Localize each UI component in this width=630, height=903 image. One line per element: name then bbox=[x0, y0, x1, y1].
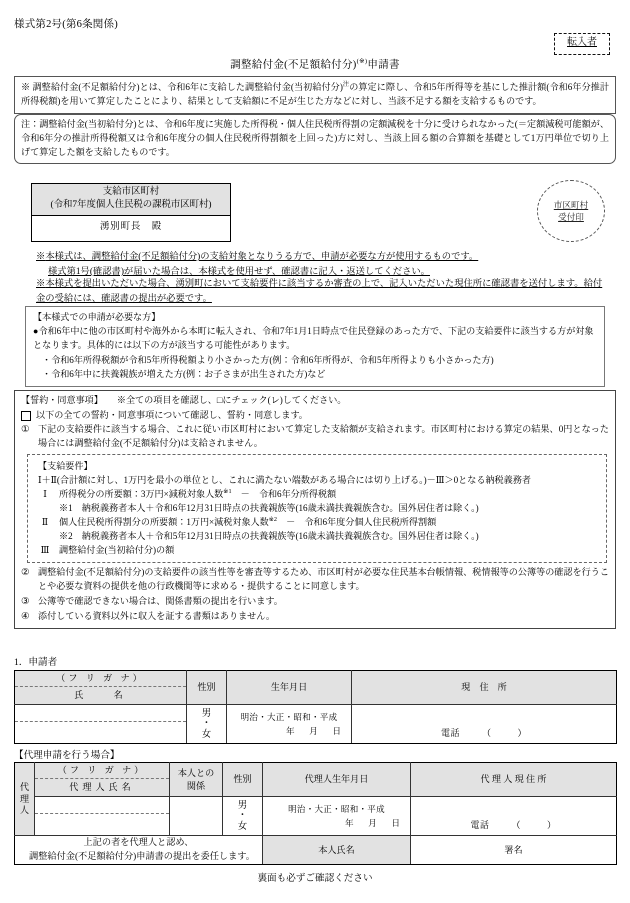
payment-requirement-row-1-text bbox=[59, 487, 598, 501]
note1-text-a: 調整給付金(不足額給付分)とは、令和6年に支給した調整給付金(当初給付分) bbox=[30, 82, 343, 93]
proxy-vertical-label-c3: 人 bbox=[19, 804, 30, 815]
proxy-relation-field[interactable] bbox=[170, 797, 223, 836]
entrustment-row bbox=[15, 836, 617, 865]
stamp-line2: 受付印 bbox=[558, 212, 584, 222]
payment-requirement-note-1-mark: ※1 bbox=[59, 502, 73, 513]
proxy-gender-female[interactable]: 女 bbox=[237, 821, 248, 832]
supply-municipality-header bbox=[32, 184, 230, 216]
payment-requirement-row-2-sup: ※2 bbox=[268, 515, 278, 523]
proxy-relation-header-l2: 関係 bbox=[186, 780, 206, 791]
applicant-address-header: 現 住 所 bbox=[352, 671, 617, 705]
payment-requirement-formula: Ⅰ＋Ⅱ(合計額に対し、1万円を最小の単位とし、これに満たない端数がある場合には切り上げる。)－Ⅲ＞0となる納税義務者 bbox=[38, 474, 531, 485]
supply-municipality-header-line1: 支給市区町村 bbox=[102, 187, 160, 197]
proxy-phone-paren-close: ） bbox=[547, 820, 557, 831]
applicant-phone-label: 電話 bbox=[440, 728, 460, 739]
entrustment-line1: 上記の者を代理人と認め、 bbox=[83, 837, 194, 848]
applicant-gender-female[interactable]: 女 bbox=[201, 729, 212, 740]
payment-requirement-note-2-mark: ※2 bbox=[59, 531, 73, 542]
pledge-item-1 bbox=[21, 423, 609, 450]
proxy-phone-paren-open: （ bbox=[511, 820, 521, 831]
note1-text-b: の算定に際し、令和5年所得等を基にした推計額(令和6年分推計所得税額)を用いて算定したことにより、結果として支給額に不足が生じた方などに対し、当該不足する額を支給するものです。 bbox=[21, 82, 610, 106]
submission-notice-line1: 本様式を提出いただいた場合、湧別町において支給要件に該当するか審査の上で、記入いただいた現住所に確認書を送付します。給付金の受給には、確認書の提出が必要です。 bbox=[36, 279, 603, 305]
payment-requirement-row-1-roman: Ⅰ bbox=[43, 488, 47, 499]
proxy-vertical-label-c1: 代 bbox=[19, 782, 30, 793]
applicant-gender-field[interactable] bbox=[187, 705, 227, 744]
proxy-birthdate-field[interactable] bbox=[263, 797, 411, 836]
proxy-birthdate-header: 代理人生年月日 bbox=[263, 763, 411, 797]
pledge-item-4-number: ④ bbox=[21, 611, 30, 622]
proxy-name-field[interactable] bbox=[35, 797, 170, 836]
proxy-vertical-label-c2: 理 bbox=[19, 793, 30, 804]
proxy-table bbox=[14, 762, 617, 865]
proxy-gender-header: 性別 bbox=[223, 763, 263, 797]
payment-requirement-title: 【支給要件】 bbox=[38, 460, 93, 471]
applicant-furigana-input[interactable] bbox=[15, 706, 186, 722]
payment-requirement-row-1-body: 所得税分の所要額：3万円×減税対象人数 bbox=[59, 488, 224, 499]
pledge-consent-row[interactable] bbox=[21, 409, 609, 423]
applicant-birthdate-field[interactable] bbox=[227, 705, 352, 744]
applicant-address-field[interactable] bbox=[352, 705, 617, 744]
proxy-ymd-labels: 年 月 日 bbox=[345, 817, 403, 828]
applicant-phone-paren-close: ） bbox=[517, 728, 528, 739]
signature-label: 署名 bbox=[504, 844, 523, 855]
usage-notice-line2: 様式第1号(確認書)が届いた場合は、本様式を使用せず、確認書に記入・返送してください。 bbox=[48, 267, 430, 278]
note-definition-shortfall bbox=[14, 76, 616, 114]
form-code: 様式第2号(第6条関係) bbox=[14, 19, 118, 30]
applicant-ymd-labels: 年 月 日 bbox=[286, 725, 344, 736]
who-must-apply-item-2: ・令和6年中に扶養親族が増えた方(例：お子さまが出生された方)など bbox=[42, 368, 326, 379]
proxy-phone-label: 電話 bbox=[470, 820, 490, 831]
proxy-vertical-label bbox=[15, 763, 35, 836]
payment-requirement-row-1-sup: ※1 bbox=[223, 487, 232, 495]
page-title bbox=[0, 57, 630, 73]
proxy-address-header: 代 理 人 現 住 所 bbox=[411, 763, 617, 797]
payment-requirement-note-1 bbox=[38, 501, 598, 515]
footer-note: 裏面も必ずご確認ください bbox=[257, 873, 373, 884]
payment-requirement-box bbox=[27, 454, 607, 564]
applicant-name-header-label: 氏 名 bbox=[74, 690, 127, 701]
payment-requirement-row-1 bbox=[38, 487, 598, 501]
proxy-name-header-label: 代理人氏名 bbox=[69, 782, 135, 793]
applicant-header-row bbox=[15, 671, 617, 705]
proxy-era-options[interactable]: 明治・大正・昭和・平成 bbox=[288, 804, 385, 815]
pledge-item-1-text: 下記の支給要件に該当する場合、これに従い市区町村において算定した支給額が支給されます。市区町村における算定の結果、0円となった場合には調整給付金(不足額給付分)は支給されません。 bbox=[38, 424, 609, 448]
proxy-address-input[interactable] bbox=[411, 797, 616, 819]
payment-requirement-note-2 bbox=[38, 529, 598, 543]
payment-requirement-note-1-text: 納税義務者本人＋令和6年12月31日時点の扶養親族等(16歳未満扶養親族含む。国外居住者は除く。) bbox=[81, 502, 479, 513]
pledge-agreement-box bbox=[14, 390, 616, 629]
pledge-item-4 bbox=[21, 610, 609, 624]
payment-requirement-note-2-text: 納税義務者本人＋令和5年12月31日時点の扶養親族等(16歳未満扶養親族含む。国外居住者は除く。) bbox=[81, 531, 479, 542]
payment-requirement-row-3-text: 調整給付金(当初給付分)の額 bbox=[59, 545, 175, 556]
payment-requirement-row-3 bbox=[38, 543, 598, 557]
payment-requirement-row-1-tail: － 令和6年分所得税額 bbox=[231, 488, 337, 499]
self-name-label: 本人氏名 bbox=[263, 836, 411, 865]
payment-requirement-row-3-roman: Ⅲ bbox=[40, 545, 50, 556]
applicant-name-input[interactable] bbox=[15, 722, 186, 742]
applicant-gender-separator: ・ bbox=[201, 719, 212, 730]
payment-requirement-row-2 bbox=[38, 515, 598, 529]
proxy-relation-header bbox=[170, 763, 223, 797]
reception-stamp-icon bbox=[537, 180, 605, 242]
applicant-gender-male[interactable]: 男 bbox=[201, 708, 212, 719]
applicant-table bbox=[14, 670, 617, 744]
applicant-gender-header: 性別 bbox=[187, 671, 227, 705]
entrustment-line2: 調整給付金(不足額給付分)申請書の提出を委任します。 bbox=[29, 851, 255, 862]
transferee-badge-label: 転入者 bbox=[567, 37, 597, 48]
pledge-item-2 bbox=[21, 566, 609, 593]
supply-municipality-box bbox=[31, 183, 231, 242]
page-title-main: 調整給付金(不足額給付分) bbox=[230, 59, 357, 71]
proxy-relation-header-l1: 本人との bbox=[177, 767, 215, 778]
applicant-phone-paren-open: （ bbox=[481, 728, 492, 739]
signature-field[interactable] bbox=[411, 836, 617, 865]
applicant-name-field[interactable] bbox=[15, 705, 187, 744]
pledge-item-3-number: ③ bbox=[21, 596, 30, 607]
applicant-address-input[interactable] bbox=[352, 705, 616, 727]
stamp-line1: 市区町村 bbox=[553, 199, 589, 210]
supply-municipality-header-line2: (令和7年度個人住民税の課税市区町村) bbox=[50, 200, 212, 211]
applicant-input-row bbox=[15, 705, 617, 744]
applicant-name-header bbox=[15, 671, 187, 705]
pledge-header-note: ※全ての項目を確認し、□にチェック(レ)してください。 bbox=[116, 395, 347, 405]
who-must-apply-box bbox=[25, 306, 605, 387]
proxy-name-header bbox=[35, 763, 170, 797]
proxy-furigana-header: （フ リ ガ ナ） bbox=[35, 763, 169, 779]
applicant-phone-row[interactable] bbox=[352, 727, 616, 743]
proxy-section-label: 【代理申請を行う場合】 bbox=[14, 750, 120, 761]
pledge-header-title: 【誓約・同意事項】 bbox=[21, 395, 103, 405]
who-must-apply-bullet: ●令和6年中に他の市区町村や海外から本町に転入され、令和7年1月1日時点で住民登録のあった方で、下記の支給要件に該当する方が対象となります。具体的には以下の方が該当する可能性があります。 bbox=[33, 326, 594, 351]
pledge-item-2-text: 調整給付金(不足額給付分)の支給要件の該当性等を審査等するため、市区町村が必要な住民基本台帳情報、税情報等の公簿等の確認を行うことや必要な資料の提供を他の行政機関等に求める・提供することに同意します。 bbox=[38, 567, 609, 591]
applicant-era-options[interactable]: 明治・大正・昭和・平成 bbox=[240, 712, 338, 723]
pledge-item-3 bbox=[21, 595, 609, 609]
pledge-item-2-number: ② bbox=[21, 568, 30, 579]
pledge-item-3-text: 公簿等で確認できない場合は、関係書類の提出を行います。 bbox=[38, 595, 283, 606]
proxy-gender-field[interactable] bbox=[223, 797, 263, 836]
usage-notice-line1: 本様式は、調整給付金(不足額給付分)の支給対象となりうる方で、申請が必要な方が使用するものです。 bbox=[45, 252, 479, 262]
payment-requirement-row-2-text bbox=[59, 515, 598, 529]
note-definition-initial bbox=[14, 114, 616, 164]
applicant-section-label: 1．申請者 bbox=[14, 657, 58, 668]
mayor-addressee: 湧別町長 殿 bbox=[99, 222, 163, 233]
pledge-consent-checkbox[interactable] bbox=[21, 411, 31, 421]
applicant-furigana-header: （フ リ ガ ナ） bbox=[15, 671, 186, 687]
who-must-apply-title: 【本様式での申請が必要な方】 bbox=[33, 312, 161, 322]
submission-notice-mark: ※ bbox=[36, 279, 46, 289]
usage-notice-mark: ※ bbox=[36, 252, 46, 262]
proxy-address-field[interactable] bbox=[411, 797, 617, 836]
proxy-gender-male[interactable]: 男 bbox=[237, 800, 248, 811]
note1-mark: ※ bbox=[21, 82, 31, 93]
entrustment-statement bbox=[15, 836, 263, 865]
pledge-item-1-number: ① bbox=[21, 425, 30, 436]
pledge-item-4-text: 添付している資料以外に収入を証する書類はありません。 bbox=[38, 610, 275, 621]
who-must-apply-item-1: ・令和6年所得税額が令和5年所得税額より小さかった方(例：令和6年所得が、令和5年所得よりも小さかった方) bbox=[42, 354, 494, 365]
proxy-gender-separator: ・ bbox=[237, 811, 248, 822]
proxy-furigana-input[interactable] bbox=[35, 798, 169, 814]
payment-requirement-row-2-tail: － 令和6年度分個人住民税所得割額 bbox=[277, 517, 437, 527]
submission-notice-paragraph bbox=[36, 277, 608, 307]
transferee-badge bbox=[554, 33, 610, 55]
page-title-superscript: (※) bbox=[356, 58, 368, 65]
proxy-header-row bbox=[15, 763, 617, 797]
proxy-input-row bbox=[15, 797, 617, 836]
payment-requirement-row-2-body: 個人住民税所得割分の所要額：1万円×減税対象人数 bbox=[59, 517, 269, 527]
proxy-name-input[interactable] bbox=[35, 814, 169, 834]
payment-requirement-row-2-roman: Ⅱ bbox=[41, 516, 49, 527]
usage-notice-paragraph bbox=[36, 250, 608, 280]
page-title-tail: 申請書 bbox=[367, 59, 400, 71]
applicant-birthdate-header: 生年月日 bbox=[227, 671, 352, 705]
note2-text: 注：調整給付金(当初給付分)とは、令和6年度に実施した所得税・個人住民税所得割の定額減税を十分に受けられなかった(＝定額減税可能額が、令和6年分の推計所得税額又は令和6年度分の個人住民税所得割額を上回った)方に対し、当該上回る額の合算額を基礎として1万円単位で切り上げて算定した額を支給したものです。 bbox=[21, 119, 609, 157]
pledge-consent-label: 以下の全ての誓約・同意事項について確認し、誓約・同意します。 bbox=[36, 409, 308, 420]
note1-superscript: 注 bbox=[342, 81, 350, 88]
proxy-phone-row[interactable] bbox=[411, 819, 616, 835]
pledge-header bbox=[21, 394, 609, 408]
